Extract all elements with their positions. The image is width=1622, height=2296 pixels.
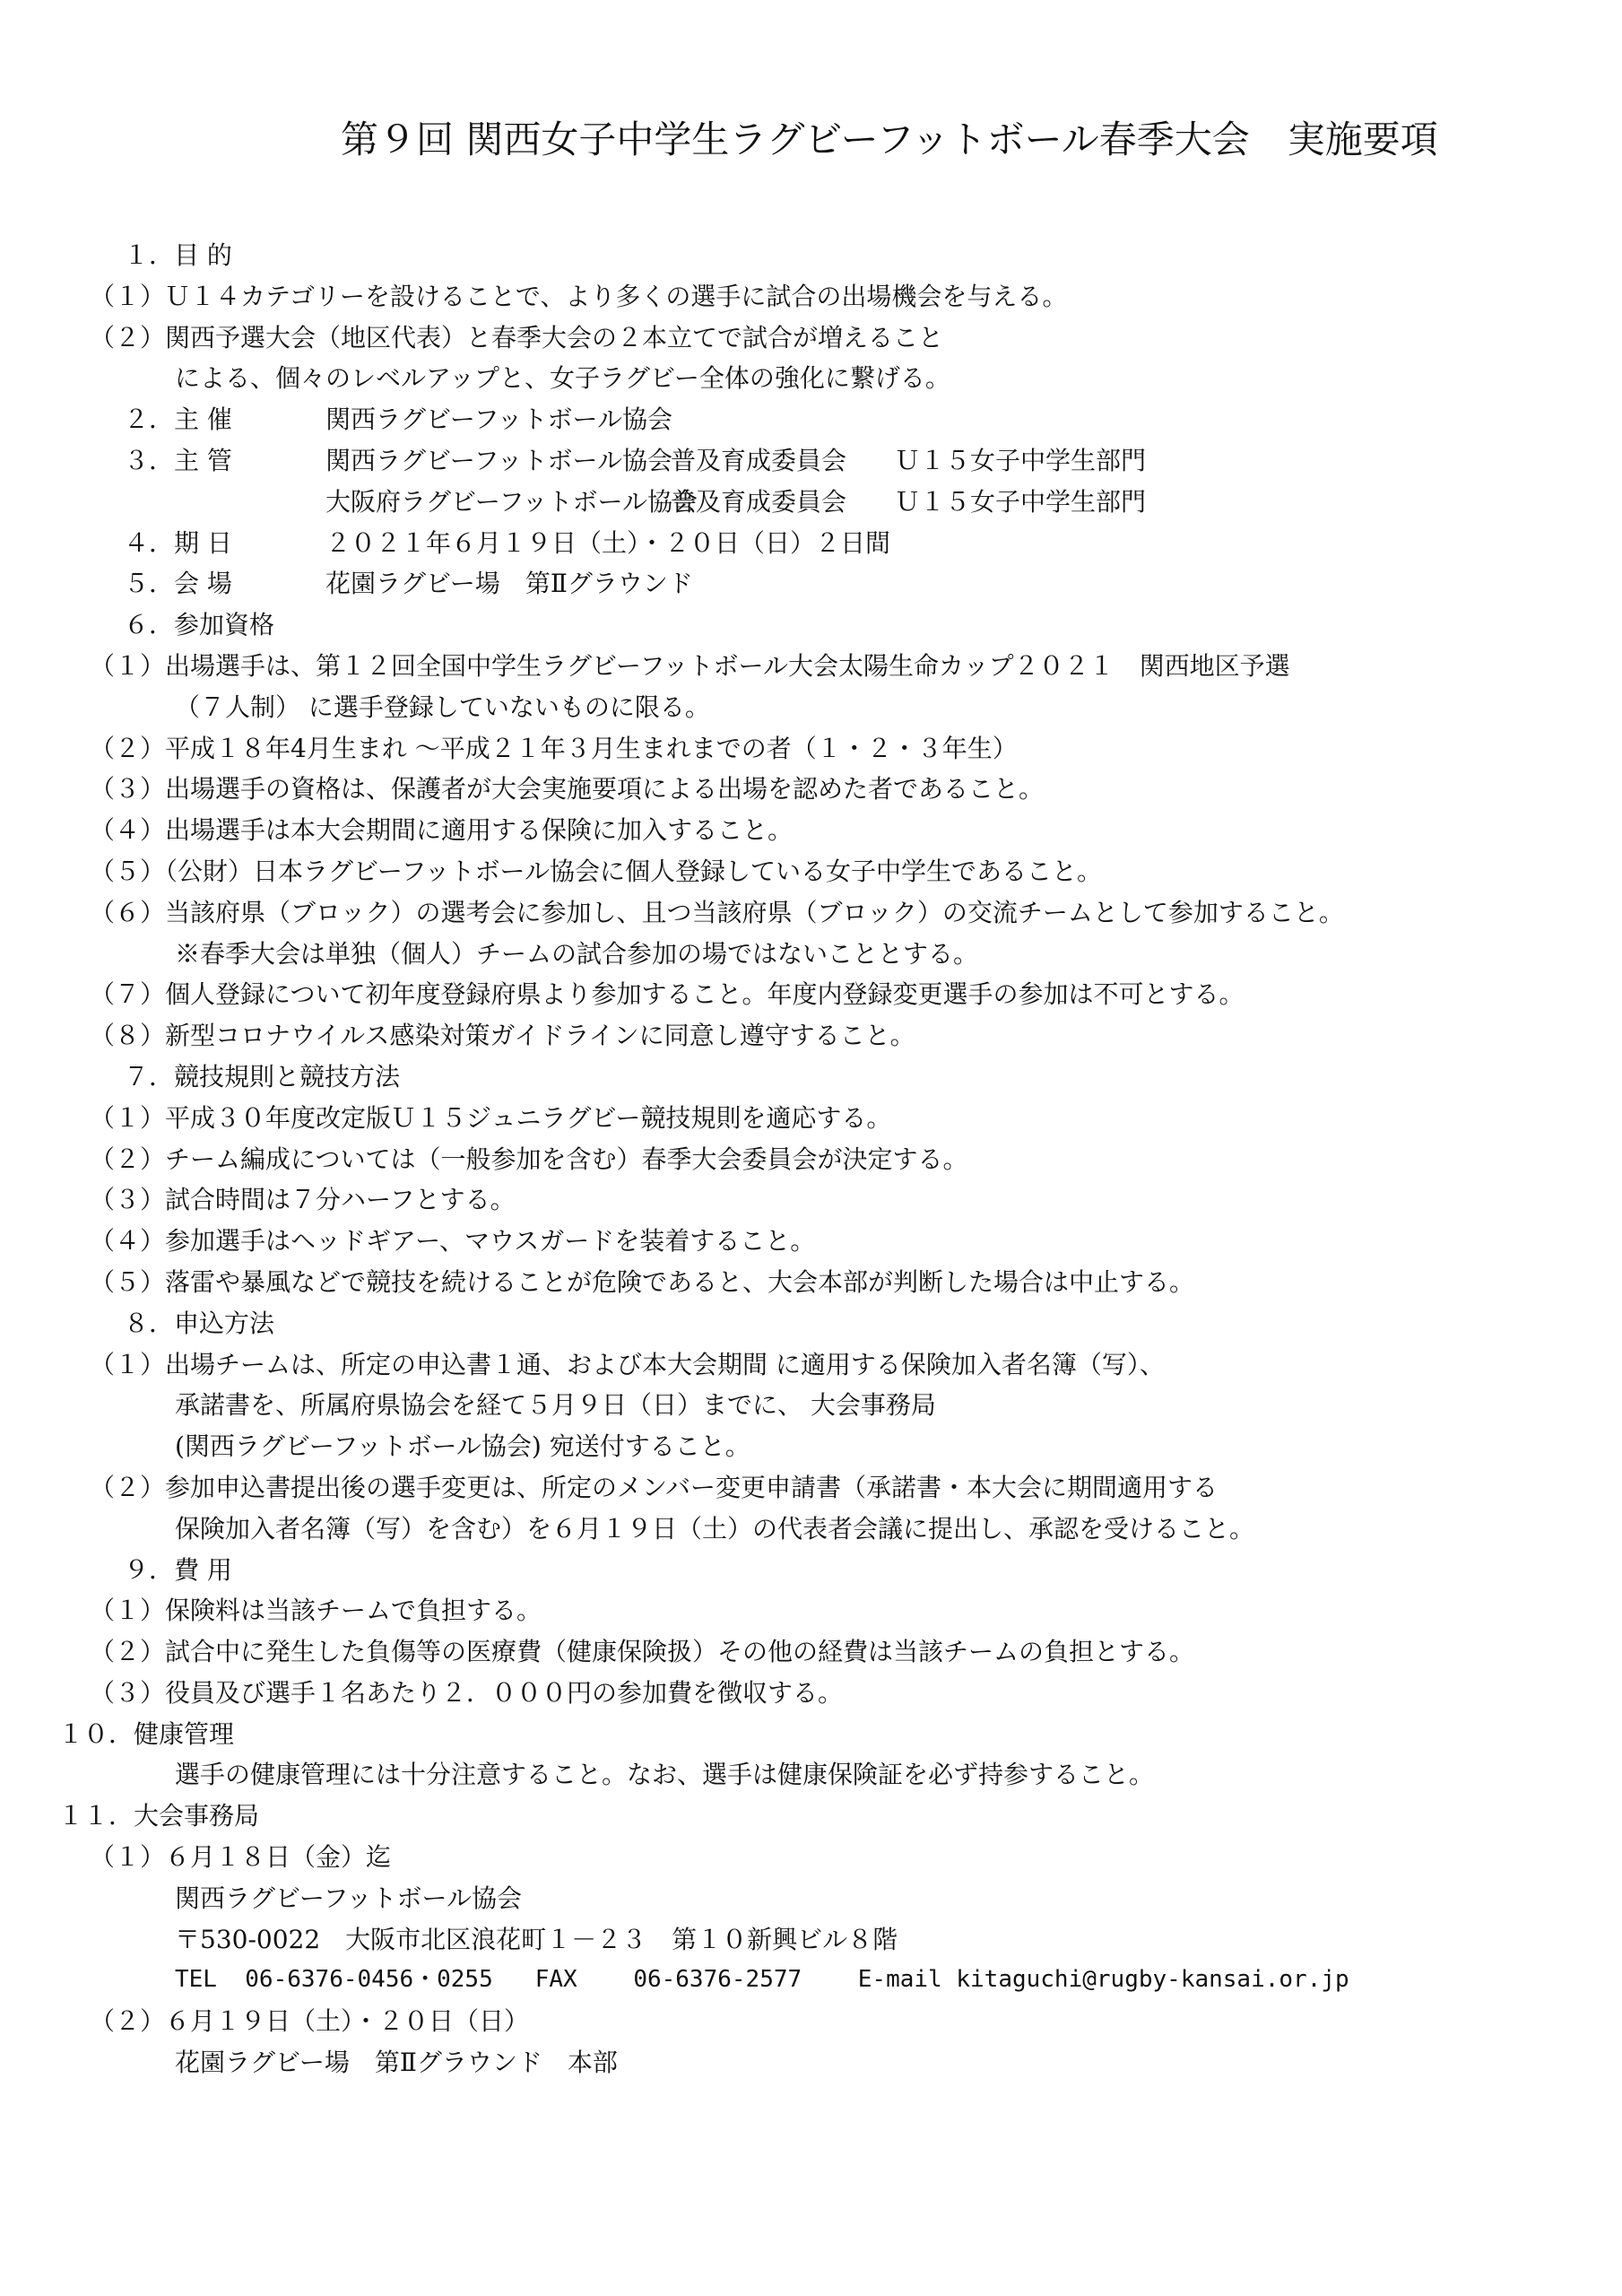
section-text: 選手の健康管理には十分注意すること。なお、選手は健康保険証を必ず持参すること。: [175, 1760, 1155, 1790]
office-location: 花園ラグビー場 第Ⅱグラウンド 本部: [175, 2048, 618, 2078]
list-item: （４）出場選手は本大会期間に適用する保険に加入すること。: [90, 815, 794, 846]
section-management-2: [90, 482, 1578, 523]
org-name: 大阪府ラグビーフットボール協会: [325, 486, 698, 517]
email-address: kitaguchi@rugby-kansai.or.jp: [956, 1966, 1349, 1994]
dept-name: Ｕ１５女子中学生部門: [895, 445, 1147, 475]
section-value: ２０２１年６月１９日（土）・２０日（日）２日間: [325, 527, 891, 558]
section-date: [90, 523, 1578, 564]
list-item: （１）出場チームは、所定の申込書１通、および本大会期間 に適用する保険加入者名簿（写）、: [90, 1349, 1165, 1379]
section-management: [90, 440, 1578, 482]
list-item: （２）参加申込書提出後の選手変更は、所定のメンバー変更申請書（承諾書・本大会に期間適用する: [90, 1472, 1219, 1502]
section-organizer: [90, 399, 1578, 440]
section-label: ５．会 場: [124, 569, 232, 599]
list-item: （２）試合中に発生した負傷等の医療費（健康保険扱）その他の経費は当該チームの負担とする。: [90, 1637, 1195, 1667]
list-item: （５）落雷や暴風などで競技を続けることが危険であると、大会本部が判断した場合は中止する。: [90, 1266, 1195, 1297]
list-item: （６）当該府県（ブロック）の選考会に参加し、且つ当該府県（ブロック）の交流チームとして参加すること。: [90, 897, 1344, 927]
section-label: ４．期 日: [124, 527, 232, 558]
list-item: （１）保険料は当該チームで負担する。: [90, 1596, 542, 1626]
list-item: （１）６月１８日（金）迄: [90, 1842, 392, 1873]
fax-number: 06-6376-2577: [633, 1966, 802, 1994]
list-item: （１）Ｕ１４カテゴリーを設けることで、より多くの選手に試合の出場機会を与える。: [90, 281, 1068, 311]
list-item-continuation: （７人制） に選手登録していないものに限る。: [175, 691, 710, 722]
section-heading-fees: ９．費 用: [124, 1554, 232, 1585]
list-item: （３）出場選手の資格は、保護者が大会実施要項による出場を認めた者であること。: [90, 774, 1045, 804]
committee-name: 普及育成委員会: [671, 445, 847, 475]
list-item: （１）出場選手は、第１２回全国中学生ラグビーフットボール大会太陽生命カップ２０２１ 関西地区予選: [90, 650, 1290, 681]
list-item-continuation: 承諾書を、所属府県協会を経て５月９日（日）までに、 大会事務局: [175, 1390, 936, 1421]
section-heading-health: １０．健康管理: [58, 1718, 235, 1749]
list-item-continuation: ※春季大会は単独（個人）チームの試合参加の場ではないこととする。: [175, 938, 979, 969]
tel-number: 06-6376-0456・0255: [245, 1966, 493, 1994]
list-item: （２）チーム編成については（一般参加を含む）春季大会委員会が決定する。: [90, 1144, 968, 1174]
section-value: 花園ラグビー場 第Ⅱグラウンド: [325, 569, 693, 599]
office-contact: [90, 1960, 1578, 2001]
fax-label: FAX: [534, 1966, 577, 1994]
document-body: [58, 235, 1578, 2083]
list-item-continuation: 保険加入者名簿（写）を含む）を６月１９日（土）の代表者会議に提出し、承認を受けること。: [175, 1513, 1255, 1544]
section-heading-purpose: １．目 的: [124, 240, 232, 270]
document-title: 第９回 関西女子中学生ラグビーフットボール春季大会 実施要項: [341, 117, 1438, 161]
section-label: ３．主 管: [124, 445, 232, 475]
list-item: （３）役員及び選手１名あたり２．０００円の参加費を徴収する。: [90, 1677, 844, 1708]
tel-label: TEL: [175, 1966, 217, 1994]
dept-name: Ｕ１５女子中学生部門: [895, 486, 1147, 517]
section-value: 関西ラグビーフットボール協会: [325, 404, 672, 435]
section-heading-application: ８．申込方法: [124, 1308, 275, 1338]
section-heading-eligibility: ６．参加資格: [124, 610, 275, 640]
email-label: E-mail: [857, 1966, 942, 1994]
list-item: （７）個人登録について初年度登録府県より参加すること。年度内登録変更選手の参加は不可とする。: [90, 979, 1245, 1010]
office-address: 〒530-0022 大阪市北区浪花町１－２３ 第１０新興ビル８階: [175, 1924, 898, 1954]
list-item: （３）試合時間は７分ハーフとする。: [90, 1185, 516, 1215]
section-venue: [90, 563, 1578, 604]
list-item: （１）平成３０年度改定版Ｕ１５ジュニラグビー競技規則を適応する。: [90, 1102, 892, 1133]
office-name: 関西ラグビーフットボール協会: [175, 1883, 522, 1913]
list-item: （２）関西予選大会（地区代表）と春季大会の２本立てで試合が増えること: [90, 322, 944, 352]
section-heading-office: １１．大会事務局: [58, 1801, 260, 1831]
committee-name: 普及育成委員会: [671, 486, 847, 517]
org-name: 関西ラグビーフットボール協会: [325, 445, 672, 475]
list-item-continuation: (関西ラグビーフットボール協会) 宛送付すること。: [175, 1431, 750, 1462]
list-item: （４）参加選手はヘッドギアー、マウスガードを装着すること。: [90, 1226, 816, 1257]
list-item-continuation: による、個々のレベルアップと、女子ラグビー全体の強化に繋げる。: [175, 363, 950, 394]
list-item: （２）平成１８年4月生まれ ～平成２１年３月生まれまでの者（１・２・３年生）: [90, 733, 1018, 763]
section-label: ２．主 催: [124, 404, 232, 435]
section-heading-rules: ７．競技規則と競技方法: [124, 1061, 401, 1091]
list-item: （８）新型コロナウイルス感染対策ガイドラインに同意し遵守すること。: [90, 1021, 915, 1051]
list-item: （２）６月１９日（土）・２０日（日）: [90, 2006, 530, 2037]
list-item: （５）（公財）日本ラグビーフットボール協会に個人登録している女子中学生であること。: [90, 856, 1102, 886]
